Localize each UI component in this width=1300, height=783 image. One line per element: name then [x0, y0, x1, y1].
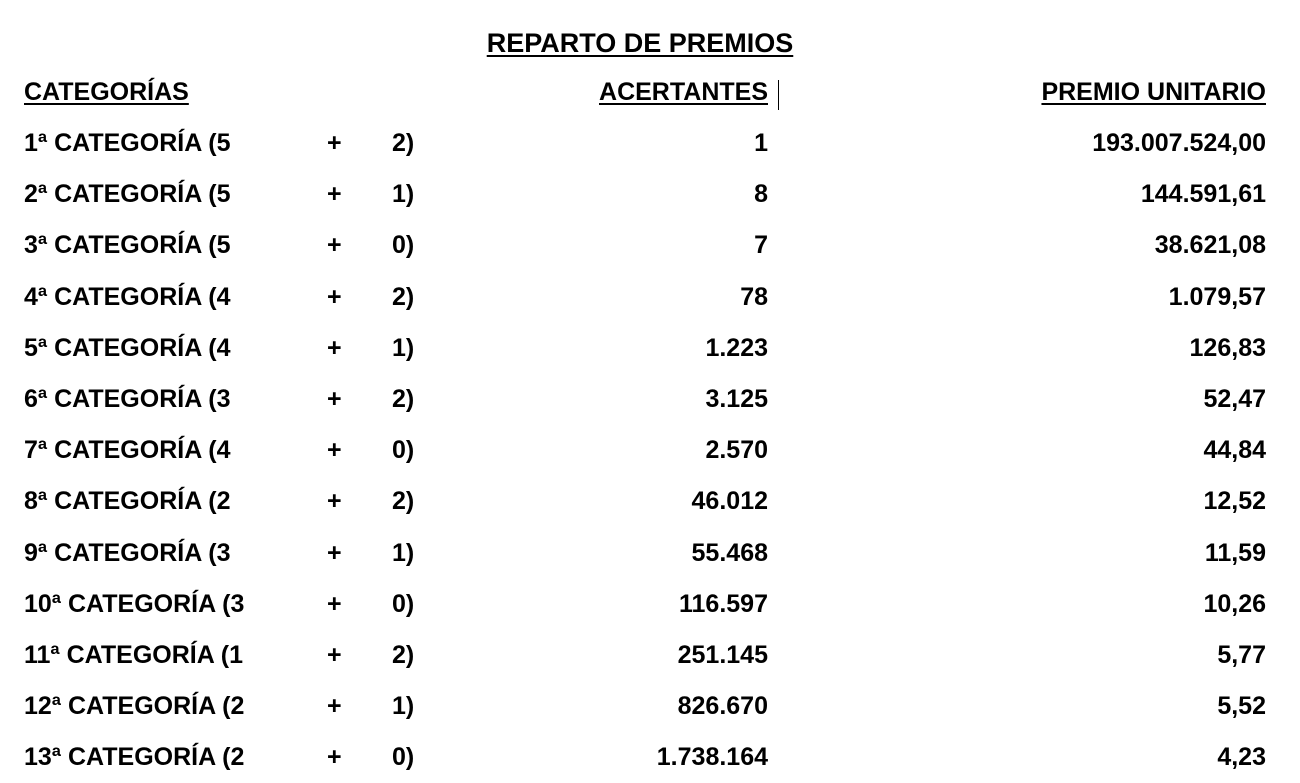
- category-label: 11ª CATEGORÍA (1: [24, 640, 244, 669]
- plus-sign: +: [327, 384, 342, 413]
- table-row: [0, 630, 1300, 681]
- unit-prize: 5,77: [1217, 640, 1266, 669]
- header-categorias: CATEGORÍAS: [24, 78, 189, 106]
- stars-count: 0): [392, 743, 415, 772]
- stars-count: 0): [392, 436, 415, 465]
- stars-count: 1): [392, 333, 415, 362]
- category-label: 4ª CATEGORÍA (4: [24, 282, 231, 311]
- category-label: 6ª CATEGORÍA (3: [24, 384, 231, 413]
- plus-sign: +: [327, 538, 342, 567]
- table-row: [0, 220, 1300, 271]
- stars-count: 1): [392, 538, 415, 567]
- stars-count: 0): [392, 589, 415, 618]
- plus-sign: +: [327, 282, 342, 311]
- unit-prize: 126,83: [1189, 333, 1266, 362]
- page-title: REPARTO DE PREMIOS: [486, 28, 794, 58]
- plus-sign: +: [327, 692, 342, 721]
- winners-count: 78: [740, 282, 768, 311]
- winners-count: 1.223: [705, 333, 768, 362]
- stars-count: 2): [392, 129, 415, 157]
- table-row: [0, 118, 1300, 169]
- unit-prize: 193.007.524,00: [1092, 129, 1266, 157]
- table-row: [0, 579, 1300, 630]
- category-label: 9ª CATEGORÍA (3: [24, 538, 231, 567]
- stars-count: 2): [392, 487, 415, 516]
- unit-prize: 10,26: [1203, 589, 1266, 618]
- stars-count: 1): [392, 692, 415, 721]
- table-row: [0, 681, 1300, 732]
- prize-table: [0, 118, 1300, 783]
- category-label: 8ª CATEGORÍA (2: [24, 487, 231, 516]
- category-label: 1ª CATEGORÍA (5: [24, 129, 231, 157]
- table-row: [0, 169, 1300, 220]
- unit-prize: 44,84: [1203, 436, 1266, 465]
- unit-prize: 4,23: [1217, 743, 1266, 772]
- table-row: [0, 732, 1300, 783]
- category-label: 3ª CATEGORÍA (5: [24, 231, 231, 260]
- category-label: 5ª CATEGORÍA (4: [24, 333, 231, 362]
- text-cursor: [778, 80, 779, 110]
- header-premio-unitario: PREMIO UNITARIO: [1041, 78, 1266, 106]
- unit-prize: 38.621,08: [1154, 231, 1266, 260]
- table-row: [0, 528, 1300, 579]
- winners-count: 826.670: [677, 692, 768, 721]
- category-label: 10ª CATEGORÍA (3: [24, 589, 245, 618]
- winners-count: 8: [754, 180, 768, 209]
- category-label: 2ª CATEGORÍA (5: [24, 180, 231, 209]
- winners-count: 1.738.164: [656, 743, 768, 772]
- category-label: 12ª CATEGORÍA (2: [24, 692, 245, 721]
- plus-sign: +: [327, 640, 342, 669]
- winners-count: 116.597: [679, 589, 768, 618]
- winners-count: 3.125: [705, 384, 768, 413]
- header-acertantes: ACERTANTES: [599, 78, 768, 106]
- unit-prize: 1.079,57: [1168, 282, 1266, 311]
- category-label: 7ª CATEGORÍA (4: [24, 436, 231, 465]
- plus-sign: +: [327, 436, 342, 465]
- table-row: [0, 425, 1300, 476]
- unit-prize: 144.591,61: [1140, 180, 1266, 209]
- table-row: [0, 323, 1300, 374]
- unit-prize: 52,47: [1203, 384, 1266, 413]
- winners-count: 7: [754, 231, 768, 260]
- stars-count: 2): [392, 384, 415, 413]
- stars-count: 2): [392, 640, 415, 669]
- winners-count: 2.570: [705, 436, 768, 465]
- stars-count: 1): [392, 180, 415, 209]
- winners-count: 55.468: [691, 538, 768, 567]
- winners-count: 46.012: [691, 487, 768, 516]
- plus-sign: +: [327, 743, 342, 772]
- table-row: [0, 374, 1300, 425]
- table-row: [0, 272, 1300, 323]
- plus-sign: +: [327, 333, 342, 362]
- category-label: 13ª CATEGORÍA (2: [24, 743, 245, 772]
- unit-prize: 5,52: [1217, 692, 1266, 721]
- stars-count: 2): [392, 282, 415, 311]
- plus-sign: +: [327, 487, 342, 516]
- table-row: [0, 476, 1300, 527]
- plus-sign: +: [327, 231, 342, 260]
- winners-count: 251.145: [677, 640, 768, 669]
- plus-sign: +: [327, 180, 342, 209]
- plus-sign: +: [327, 129, 342, 157]
- plus-sign: +: [327, 589, 342, 618]
- unit-prize: 12,52: [1203, 487, 1266, 516]
- winners-count: 1: [754, 129, 768, 157]
- stars-count: 0): [392, 231, 415, 260]
- unit-prize: 11,59: [1204, 538, 1266, 567]
